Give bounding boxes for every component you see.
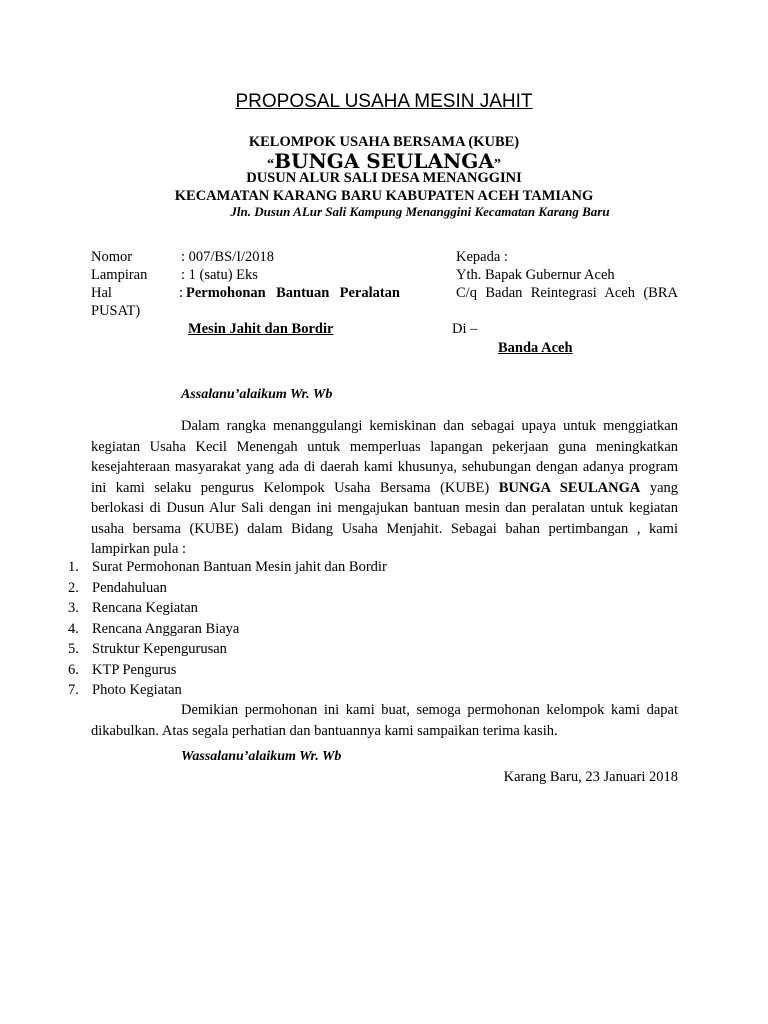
body-line-6: usaha bersama (KUBE) dalam Bidang Usaha Menjahit. Sebagai bahan pertimbangan , kami xyxy=(91,520,678,537)
closing-line-1: Demikian permohonan ini kami buat, semoga permohonan kelompok kami dapat xyxy=(181,702,678,718)
salutation: Assalanu’alaikum Wr. Wb xyxy=(181,387,333,402)
hal-value-2: Mesin Jahit dan Bordir xyxy=(188,321,334,337)
body-line-4-bold: BUNGA SEULANGA xyxy=(498,479,641,496)
recipient-pusat: PUSAT) xyxy=(91,303,141,319)
document-title: PROPOSAL USAHA MESIN JAHIT xyxy=(235,91,533,112)
attachment-list xyxy=(68,557,387,701)
list-item: 7. Photo Kegiatan xyxy=(68,682,182,698)
hal-colon: : xyxy=(179,285,184,301)
body-line-7: lampirkan pula : xyxy=(91,541,187,557)
recipient-kepada: Kepada : xyxy=(456,249,508,265)
body-line-4-pre: ini kami selaku pengurus Kelompok Usaha Bersama (KUBE) xyxy=(91,479,490,496)
body-line-2: kegiatan Usaha Kecil Menengah untuk memperluas lapangan pekerjaan guna meningkatkan xyxy=(91,438,678,455)
valediction: Wassalanu’alaikum Wr. Wb xyxy=(181,749,342,764)
body-line-1: Dalam rangka menanggulangi kemiskinan dan sebagai upaya untuk menggiatkan xyxy=(181,418,678,434)
body-line-4 xyxy=(91,478,678,499)
address-line: Jln. Dusun ALur Sali Kampung Menanggini Kecamatan Karang Baru xyxy=(230,204,610,219)
recipient-bra: C/q Badan Reintegrasi Aceh (BRA xyxy=(456,285,678,301)
close-quote: ” xyxy=(493,157,501,172)
body-line-5: berlokasi di Dusun Alur Sali dengan ini mengajukan bantuan mesin dan peralatan untuk kegiatan xyxy=(91,500,678,516)
brand-name: BUNGA SEULANGA xyxy=(274,149,494,173)
closing-paragraph xyxy=(91,700,678,741)
recipient-gubernur: Yth. Bapak Gubernur Aceh xyxy=(456,267,615,283)
nomor-label: Nomor xyxy=(91,249,133,265)
body-line-4-post: yang xyxy=(649,479,679,496)
list-item: 6. KTP Pengurus xyxy=(68,661,177,678)
body-line-3: kesejahteraan masyarakat yang ada di daerah kami khusunya, sehubungan dengan adanya program xyxy=(91,459,678,475)
list-item: 4. Rencana Anggaran Biaya xyxy=(68,620,240,637)
list-item: 5. Struktur Kepengurusan xyxy=(68,641,227,657)
closing-line-2: dikabulkan. Atas segala perhatian dan bantuannya kami sampaikan terima kasih. xyxy=(91,722,558,739)
lampiran-value: : 1 (satu) Eks xyxy=(181,267,258,283)
list-item: 1. Surat Permohonan Bantuan Mesin jahit dan Bordir xyxy=(68,559,387,575)
nomor-value: : 007/BS/I/2018 xyxy=(181,249,275,265)
recipient-city: Banda Aceh xyxy=(498,340,573,356)
kecamatan-line: KECAMATAN KARANG BARU KABUPATEN ACEH TAMIANG xyxy=(174,188,594,204)
group-name: KELOMPOK USAHA BERSAMA (KUBE) xyxy=(248,134,520,150)
recipient-di: Di – xyxy=(452,321,478,337)
body-paragraph xyxy=(91,416,678,560)
place-date: Karang Baru, 23 Januari 2018 xyxy=(503,769,678,785)
list-item: 2. Pendahuluan xyxy=(68,579,167,596)
lampiran-label: Lampiran xyxy=(91,267,148,283)
hal-label: Hal xyxy=(91,285,112,301)
hal-value: Permohonan Bantuan Peralatan xyxy=(186,285,400,301)
dusun-line: DUSUN ALUR SALI DESA MENANGGINI xyxy=(246,170,522,186)
list-item: 3. Rencana Kegiatan xyxy=(68,600,198,616)
open-quote: “ xyxy=(267,157,275,172)
